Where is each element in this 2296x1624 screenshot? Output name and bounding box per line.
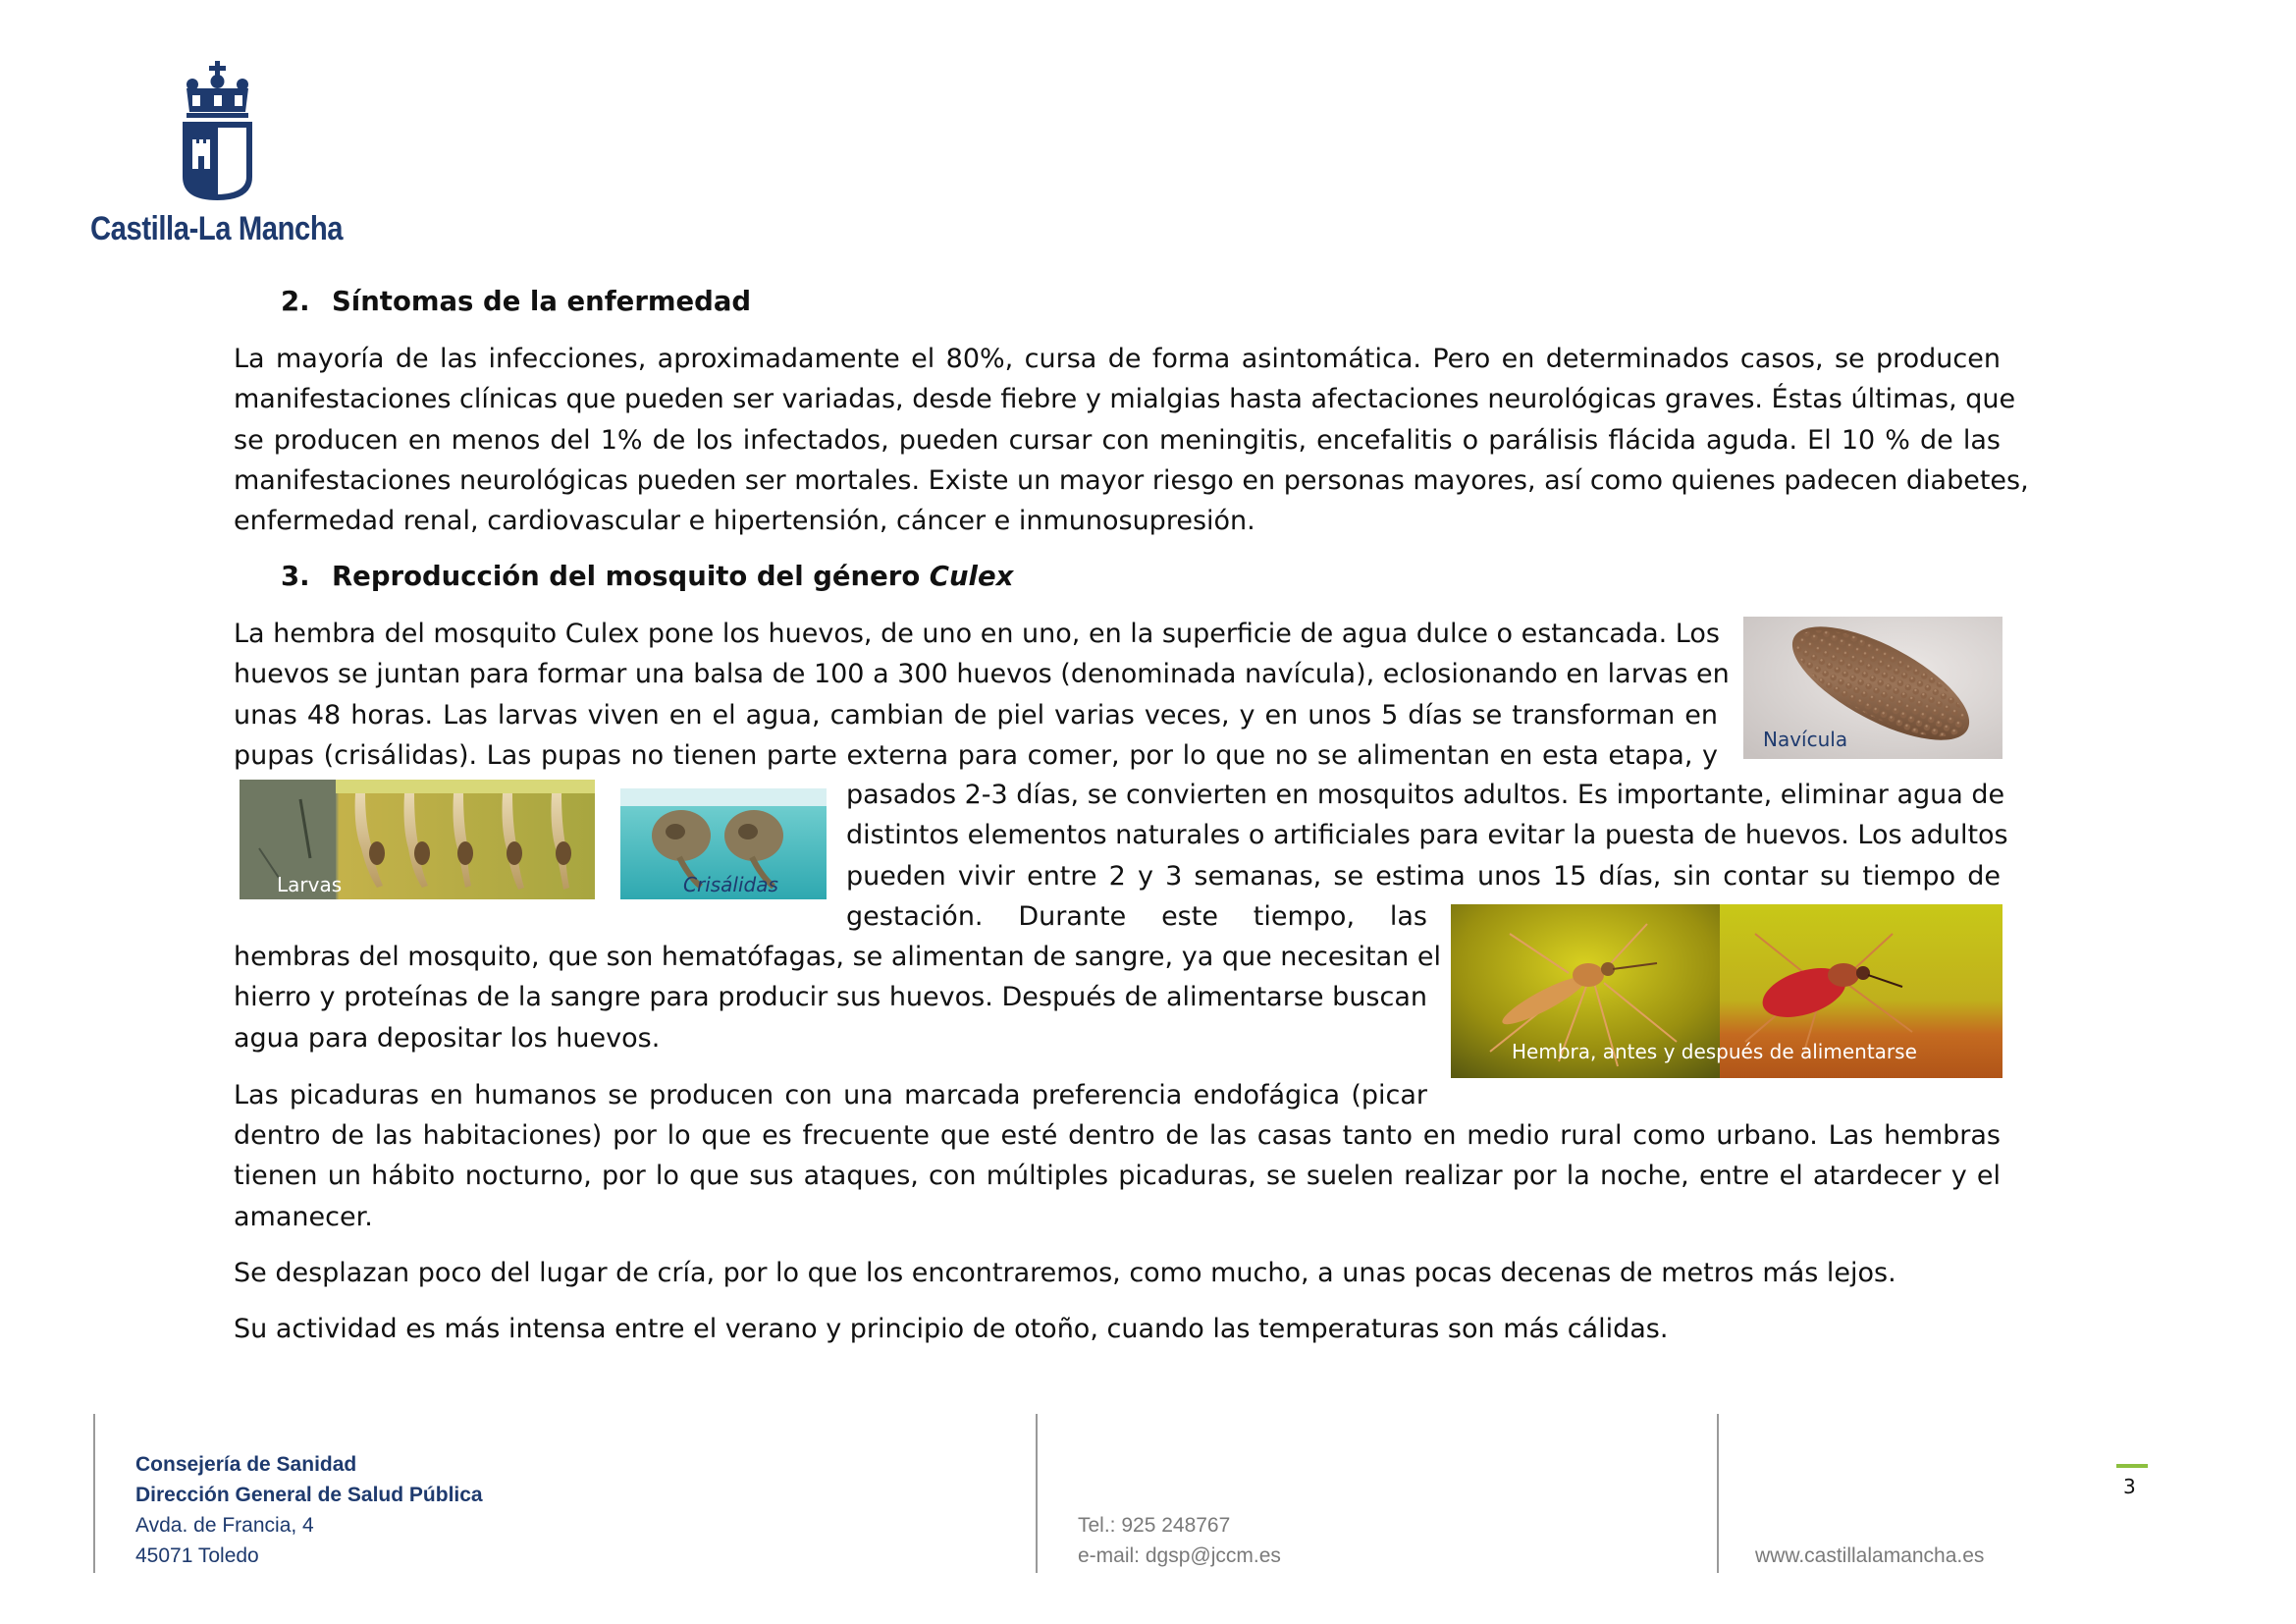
crisalidas-caption: Crisálidas bbox=[683, 873, 778, 896]
larvas-caption: Larvas bbox=[277, 873, 343, 896]
section-3-heading bbox=[281, 561, 1013, 592]
hembra-image bbox=[1451, 904, 2002, 1078]
section-title: Síntomas de la enfermedad bbox=[332, 286, 752, 317]
section-3-paragraph-1b-last bbox=[846, 896, 1427, 937]
section-title-italic: Culex bbox=[929, 561, 1014, 592]
section-number: 3. bbox=[281, 561, 310, 592]
hembra-caption: Hembra, antes y después de alimentarse bbox=[1512, 1040, 1917, 1063]
paragraph-line: pueden vivir entre 2 y 3 semanas, se estima unos 15 días, sin contar su tiempo de bbox=[846, 860, 2001, 892]
coat-of-arms-icon bbox=[179, 61, 257, 208]
crisalidas-image bbox=[620, 788, 827, 899]
footer-email[interactable]: e-mail: dgsp@jccm.es bbox=[1078, 1544, 1281, 1567]
section-3-paragraph-2-first bbox=[234, 1075, 1427, 1115]
footer-contact-block bbox=[1078, 1510, 1281, 1571]
footer-tel: Tel.: 925 248767 bbox=[1078, 1514, 1231, 1537]
section-number: 2. bbox=[281, 286, 310, 317]
paragraph-line: enfermedad renal, cardiovascular e hipertensión, cáncer e inmunosupresión. bbox=[234, 506, 1255, 537]
paragraph-line: huevos se juntan para formar una balsa de 100 a 300 huevos (denominada navícula), eclosionando en larvas en bbox=[234, 659, 1730, 690]
page-number-accent bbox=[2116, 1464, 2148, 1468]
paragraph-line: manifestaciones neurológicas pueden ser mortales. Existe un mayor riesgo en personas mayores, así como quienes padecen diabetes, bbox=[234, 464, 2029, 496]
footer-website-link[interactable]: www.castillalamancha.es bbox=[1755, 1544, 1985, 1567]
footer-divider bbox=[1036, 1414, 1038, 1573]
larvas-image bbox=[240, 780, 595, 899]
footer-divider bbox=[1717, 1414, 1719, 1573]
paragraph-line: se producen en menos del 1% de los infectados, pueden cursar con meningitis, encefalitis o parálisis flácida aguda. El 10 % de las bbox=[234, 424, 2001, 456]
paragraph-line: pasados 2-3 días, se convierten en mosquitos adultos. Es importante, eliminar agua de bbox=[846, 780, 2005, 810]
navicula-image bbox=[1743, 617, 2002, 759]
navicula-caption: Navícula bbox=[1763, 728, 1848, 751]
castilla-la-mancha-logo bbox=[90, 61, 355, 257]
footer-department: Consejería de Sanidad bbox=[135, 1453, 357, 1476]
footer-address-block bbox=[135, 1449, 483, 1571]
paragraph-line: La hembra del mosquito Culex pone los huevos, de uno en uno, en la superficie de agua dulce o estancada. Los bbox=[234, 619, 1720, 649]
paragraph-line: agua para depositar los huevos. bbox=[234, 1022, 661, 1054]
paragraph-line: distintos elementos naturales o artificiales para evitar la puesta de huevos. Los adultos bbox=[846, 820, 2008, 851]
footer-address: Avda. de Francia, 4 bbox=[135, 1514, 314, 1537]
paragraph-line: tienen un hábito nocturno, por lo que sus ataques, con múltiples picaduras, se suelen realizar por la noche, entre el atardecer y el bbox=[234, 1161, 2001, 1192]
paragraph-line: gestación. Durante este tiempo, las bbox=[846, 901, 1427, 932]
section-3-paragraph-2 bbox=[234, 1115, 2001, 1237]
section-3-paragraph-3: Se desplazan poco del lugar de cría, por lo que los encontraremos, como mucho, a unas pocas decenas de metros más lejos. bbox=[234, 1258, 1896, 1288]
logo-text: Castilla-La Mancha bbox=[90, 210, 344, 247]
page-number: 3 bbox=[2123, 1475, 2136, 1498]
section-3-paragraph-1a bbox=[234, 614, 1730, 776]
paragraph-line: dentro de las habitaciones) por lo que es frecuente que esté dentro de las casas tanto en medio rural como urbano. Las hembras bbox=[234, 1120, 2001, 1151]
paragraph-line: Las picaduras en humanos se producen con una marcada preferencia endofágica (picar bbox=[234, 1080, 1427, 1110]
paragraph-line: La mayoría de las infecciones, aproximadamente el 80%, cursa de forma asintomática. Pero en determinados casos, se producen bbox=[234, 344, 2001, 374]
paragraph-line: pupas (crisálidas). Las pupas no tienen parte externa para comer, por lo que no se alimentan en esta etapa, y bbox=[234, 739, 1718, 771]
section-title: Reproducción del mosquito del género bbox=[332, 561, 921, 592]
section-3-paragraph-1b bbox=[846, 775, 2008, 896]
paragraph-line: hembras del mosquito, que son hematófagas, se alimentan de sangre, ya que necesitan el bbox=[234, 942, 1441, 972]
paragraph-line: hierro y proteínas de la sangre para producir sus huevos. Después de alimentarse buscan bbox=[234, 982, 1427, 1013]
paragraph-line: manifestaciones clínicas que pueden ser variadas, desde fiebre y mialgias hasta afectaciones neurológicas graves. Éstas últimas, que bbox=[234, 384, 2016, 415]
section-3-paragraph-1c bbox=[234, 937, 1441, 1058]
footer-divider bbox=[93, 1414, 95, 1573]
footer-direction: Dirección General de Salud Pública bbox=[135, 1484, 483, 1506]
paragraph-line: unas 48 horas. Las larvas viven en el agua, cambian de piel varias veces, y en unos 5 días se transforman en bbox=[234, 699, 1718, 731]
section-2-paragraph bbox=[234, 339, 2029, 541]
footer-city: 45071 Toledo bbox=[135, 1544, 259, 1567]
section-3-paragraph-4: Su actividad es más intensa entre el verano y principio de otoño, cuando las temperaturas son más cálidas. bbox=[234, 1314, 1669, 1344]
section-2-heading bbox=[281, 286, 751, 317]
paragraph-line: amanecer. bbox=[234, 1201, 373, 1232]
